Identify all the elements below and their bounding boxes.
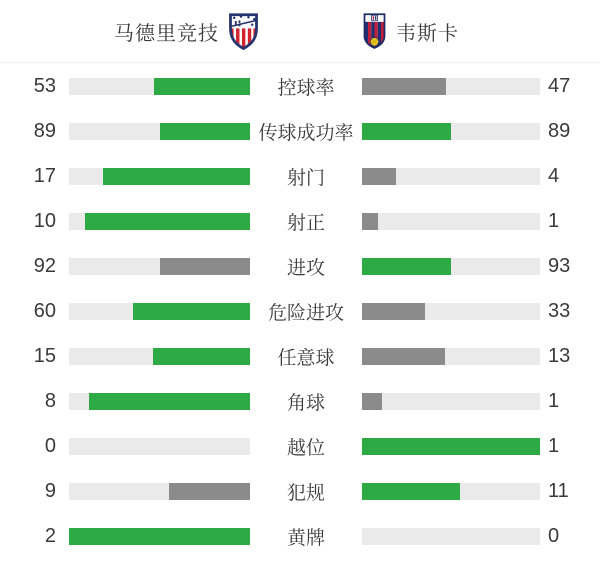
stat-label: 危险进攻 — [267, 303, 344, 324]
stat-row — [0, 514, 600, 559]
away-bar-track — [362, 213, 540, 230]
away-bar-track — [362, 78, 540, 95]
away-bar-fill — [362, 123, 451, 140]
stat-label: 传球成功率 — [258, 123, 354, 144]
away-team-name: 韦斯卡 — [396, 22, 459, 45]
stat-row — [0, 469, 600, 514]
home-bar-track — [69, 393, 250, 410]
huesca-crest-icon — [362, 12, 387, 50]
away-stat-value: 4 — [548, 165, 560, 187]
home-bar-track — [69, 213, 250, 230]
home-bar-track — [69, 303, 250, 320]
home-stat-value: 2 — [44, 525, 56, 547]
away-bar-fill — [362, 303, 425, 320]
home-stat-value: 8 — [44, 390, 56, 412]
home-team-name: 马德里竞技 — [114, 22, 219, 45]
stat-row — [0, 424, 600, 469]
stat-row — [0, 199, 600, 244]
stat-row — [0, 379, 600, 424]
stat-label: 任意球 — [277, 348, 335, 369]
home-team-header — [114, 0, 259, 62]
stat-label: 黄牌 — [286, 528, 325, 549]
stat-row — [0, 334, 600, 379]
stats-list — [0, 63, 600, 561]
home-stat-value: 0 — [44, 435, 56, 457]
home-bar-track — [69, 438, 250, 455]
away-bar-fill — [362, 393, 382, 410]
home-bar-fill — [154, 78, 250, 95]
away-stat-value: 1 — [548, 210, 560, 232]
stat-label: 射正 — [286, 213, 325, 234]
away-bar-fill — [362, 168, 396, 185]
home-stat-value: 15 — [33, 345, 56, 367]
away-team-header — [362, 0, 459, 62]
stat-label: 角球 — [286, 393, 325, 414]
home-bar-track — [69, 348, 250, 365]
home-bar-fill — [160, 123, 251, 140]
match-header — [0, 0, 600, 63]
home-bar-track — [69, 258, 250, 275]
home-bar-track — [69, 78, 250, 95]
home-stat-value: 10 — [33, 210, 56, 232]
home-bar-track — [69, 528, 250, 545]
away-bar-track — [362, 168, 540, 185]
home-stat-value: 89 — [33, 120, 56, 142]
home-bar-fill — [85, 213, 250, 230]
away-bar-track — [362, 393, 540, 410]
home-bar-fill — [169, 483, 250, 500]
stat-row — [0, 289, 600, 334]
away-bar-track — [362, 303, 540, 320]
away-stat-value: 47 — [548, 75, 571, 97]
home-bar-fill — [133, 303, 250, 320]
away-bar-fill — [362, 213, 378, 230]
home-bar-fill — [153, 348, 250, 365]
atletico-madrid-crest-icon — [228, 12, 259, 51]
away-bar-fill — [362, 438, 540, 455]
away-bar-fill — [362, 483, 460, 500]
stat-label: 控球率 — [277, 78, 335, 99]
home-stat-value: 9 — [44, 480, 56, 502]
away-bar-track — [362, 438, 540, 455]
away-bar-track — [362, 258, 540, 275]
away-stat-value: 0 — [548, 525, 560, 547]
away-bar-fill — [362, 258, 451, 275]
away-bar-fill — [362, 348, 445, 365]
home-stat-value: 60 — [33, 300, 56, 322]
away-bar-track — [362, 483, 540, 500]
home-bar-track — [69, 123, 250, 140]
stat-row — [0, 244, 600, 289]
away-bar-track — [362, 348, 540, 365]
away-bar-track — [362, 123, 540, 140]
home-stat-value: 17 — [33, 165, 56, 187]
stat-row — [0, 109, 600, 154]
away-bar-track — [362, 528, 540, 545]
stat-label: 越位 — [286, 438, 325, 459]
home-stat-value: 53 — [33, 75, 56, 97]
away-stat-value: 13 — [548, 345, 571, 367]
away-stat-value: 1 — [548, 390, 560, 412]
stat-row — [0, 154, 600, 199]
home-bar-fill — [69, 528, 250, 545]
stat-label: 犯规 — [286, 483, 325, 504]
stat-label: 进攻 — [286, 258, 325, 279]
away-stat-value: 11 — [548, 480, 569, 502]
home-bar-fill — [160, 258, 250, 275]
home-bar-fill — [103, 168, 250, 185]
away-stat-value: 33 — [548, 300, 571, 322]
home-bar-track — [69, 168, 250, 185]
away-stat-value: 93 — [548, 255, 571, 277]
away-bar-fill — [362, 78, 446, 95]
home-stat-value: 92 — [33, 255, 56, 277]
stat-label: 射门 — [286, 168, 325, 189]
away-stat-value: 1 — [548, 435, 560, 457]
home-bar-fill — [89, 393, 250, 410]
home-bar-track — [69, 483, 250, 500]
stat-row — [0, 64, 600, 109]
away-stat-value: 89 — [548, 120, 571, 142]
